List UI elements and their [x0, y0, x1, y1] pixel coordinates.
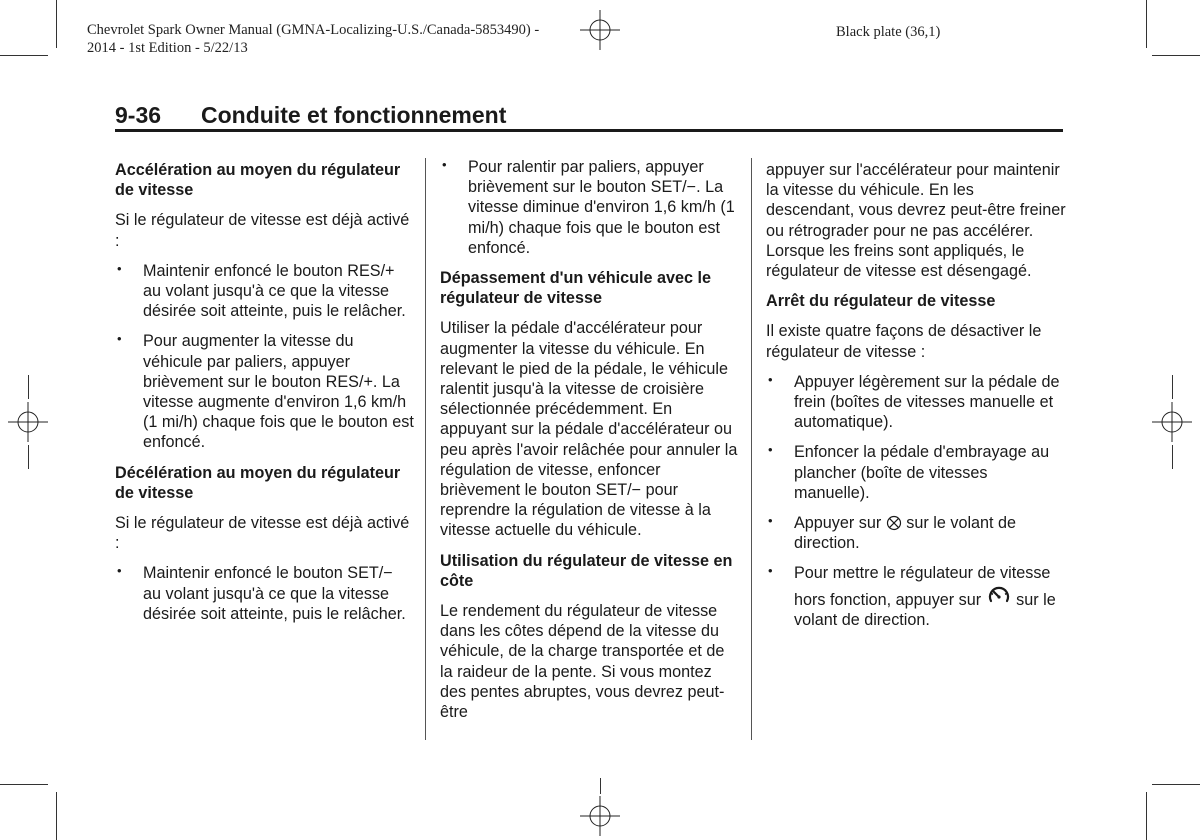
- list-item: [766, 563, 1066, 630]
- registration-mark-top-icon: [578, 8, 622, 52]
- subheading-acceleration: Accélération au moyen du régulateur de vitesse: [115, 161, 401, 200]
- bullet-icon: •: [768, 442, 773, 458]
- column-1: [115, 160, 415, 634]
- list-item-text: sur le volant de direction.: [794, 590, 1056, 629]
- paragraph: Si le régulateur de vitesse est déjà activé :: [115, 211, 410, 250]
- cancel-button-icon: [886, 515, 902, 531]
- list-item: [766, 513, 1066, 553]
- crop-mark: [28, 445, 29, 469]
- list-item-text: sur le volant de direction.: [794, 514, 1017, 553]
- crop-mark: [1146, 792, 1147, 840]
- list-item-text: Pour augmenter la vitesse du véhicule par paliers, appuyer brièvement sur le bouton RES/+. La vitesse augmente d'environ 1,6 km/h (1 mi/h) chaque fois que le bouton est enfoncé.: [143, 332, 414, 452]
- crop-mark: [1152, 55, 1200, 56]
- crop-mark: [1172, 445, 1173, 469]
- crop-mark: [600, 778, 601, 794]
- registration-mark-right-icon: [1150, 400, 1194, 444]
- crop-mark: [1172, 375, 1173, 399]
- column-divider: [751, 158, 752, 740]
- subheading-passing: Dépassement d'un véhicule avec le régulateur de vitesse: [440, 269, 712, 308]
- crop-mark: [0, 55, 48, 56]
- list-item: [115, 563, 415, 624]
- column-divider: [425, 158, 426, 740]
- column-3: [766, 160, 1066, 640]
- section-heading: [115, 100, 1063, 130]
- paragraph: Utiliser la pédale d'accélérateur pour augmenter la vitesse du véhicule. En relevant le pied de la pédale, le véhicule ralentit jusqu'à la vitesse de croisière sélectionnée précédemment. En appuyant sur la pédale d'accélérateur ou peu après l'avoir relâchée pour annuler la régulation de vitesse, enfoncer brièvement le bouton SET/− pour reprendre la régulation de vitesse à la vitesse actuelle du véhicule.: [440, 319, 738, 540]
- bullet-list: [440, 157, 740, 258]
- crop-mark: [0, 784, 48, 785]
- list-item-text: Appuyer légèrement sur la pédale de frein (boîtes de vitesses manuelle et automatique).: [794, 372, 1060, 432]
- bullet-icon: •: [768, 563, 773, 579]
- crop-mark: [1146, 0, 1147, 48]
- section-title: Conduite et fonctionnement: [201, 102, 507, 128]
- bullet-list: [766, 372, 1066, 630]
- registration-mark-left-icon: [6, 400, 50, 444]
- page-number: 9-36: [115, 102, 162, 128]
- subheading-deceleration: Décélération au moyen du régulateur de vitesse: [115, 463, 401, 502]
- paragraph: Il existe quatre façons de désactiver le régulateur de vitesse :: [766, 322, 1042, 361]
- list-item-text: Enfoncer la pédale d'embrayage au plancher (boîte de vitesses manuelle).: [794, 443, 1050, 502]
- bullet-list: [115, 261, 415, 453]
- list-item-text: Pour ralentir par paliers, appuyer brièvement sur le bouton SET/−. La vitesse diminue d'environ 1,6 km/h (1 mi/h) chaque fois que le bouton est enfoncé.: [468, 158, 735, 257]
- bullet-icon: •: [117, 331, 122, 347]
- crop-mark: [1152, 784, 1200, 785]
- subheading-stopping: Arrêt du régulateur de vitesse: [766, 292, 996, 311]
- crop-mark: [28, 375, 29, 399]
- registration-mark-bottom-icon: [578, 794, 622, 838]
- bullet-icon: •: [768, 513, 773, 529]
- list-item: [115, 261, 415, 322]
- bullet-icon: •: [117, 563, 122, 579]
- crop-mark: [56, 792, 57, 840]
- bullet-icon: •: [442, 157, 447, 172]
- subheading-hills: Utilisation du régulateur de vitesse en côte: [440, 551, 733, 590]
- print-header-line1: Chevrolet Spark Owner Manual (GMNA-Localizing-U.S./Canada-5853490) -: [87, 22, 540, 38]
- list-item: [766, 442, 1066, 503]
- paragraph: Si le régulateur de vitesse est déjà activé :: [115, 514, 410, 553]
- paragraph: Le rendement du régulateur de vitesse dans les côtes dépend de la vitesse du véhicule, de la charge transportée et de la raideur de la pente. Si vous montez des pentes abruptes, vous devrez peut-être: [440, 602, 725, 722]
- list-item: [115, 331, 415, 452]
- paragraph: appuyer sur l'accélérateur pour maintenir la vitesse du véhicule. En les descendant, vous devrez peut-être freiner ou rétrograder pour ne pas accélérer. Lorsque les freins sont appliqués, le régulateur de vitesse est désengagé.: [766, 161, 1066, 281]
- bullet-icon: •: [117, 260, 122, 276]
- bullet-icon: •: [768, 371, 773, 387]
- print-header-right: Black plate (36,1): [836, 24, 941, 40]
- list-item-text: Appuyer sur: [794, 514, 882, 533]
- list-item-text: Maintenir enfoncé le bouton RES/+ au volant jusqu'à ce que la vitesse désirée soit atteinte, puis le relâcher.: [143, 261, 406, 321]
- print-header-left: [87, 21, 539, 57]
- cruise-control-icon: [986, 584, 1012, 608]
- crop-mark: [56, 0, 57, 48]
- bullet-list: [115, 563, 415, 624]
- list-item: [766, 372, 1066, 433]
- heading-rule: [115, 129, 1063, 132]
- list-item: [440, 157, 740, 258]
- list-item-text: Maintenir enfoncé le bouton SET/− au volant jusqu'à ce que la vitesse désirée soit atteinte, puis le relâcher.: [143, 564, 406, 623]
- print-header-line2: 2014 - 1st Edition - 5/22/13: [87, 40, 248, 56]
- column-2: [440, 157, 740, 732]
- list-item-text: Pour mettre le régulateur de vitesse hors fonction, appuyer sur: [794, 564, 1051, 609]
